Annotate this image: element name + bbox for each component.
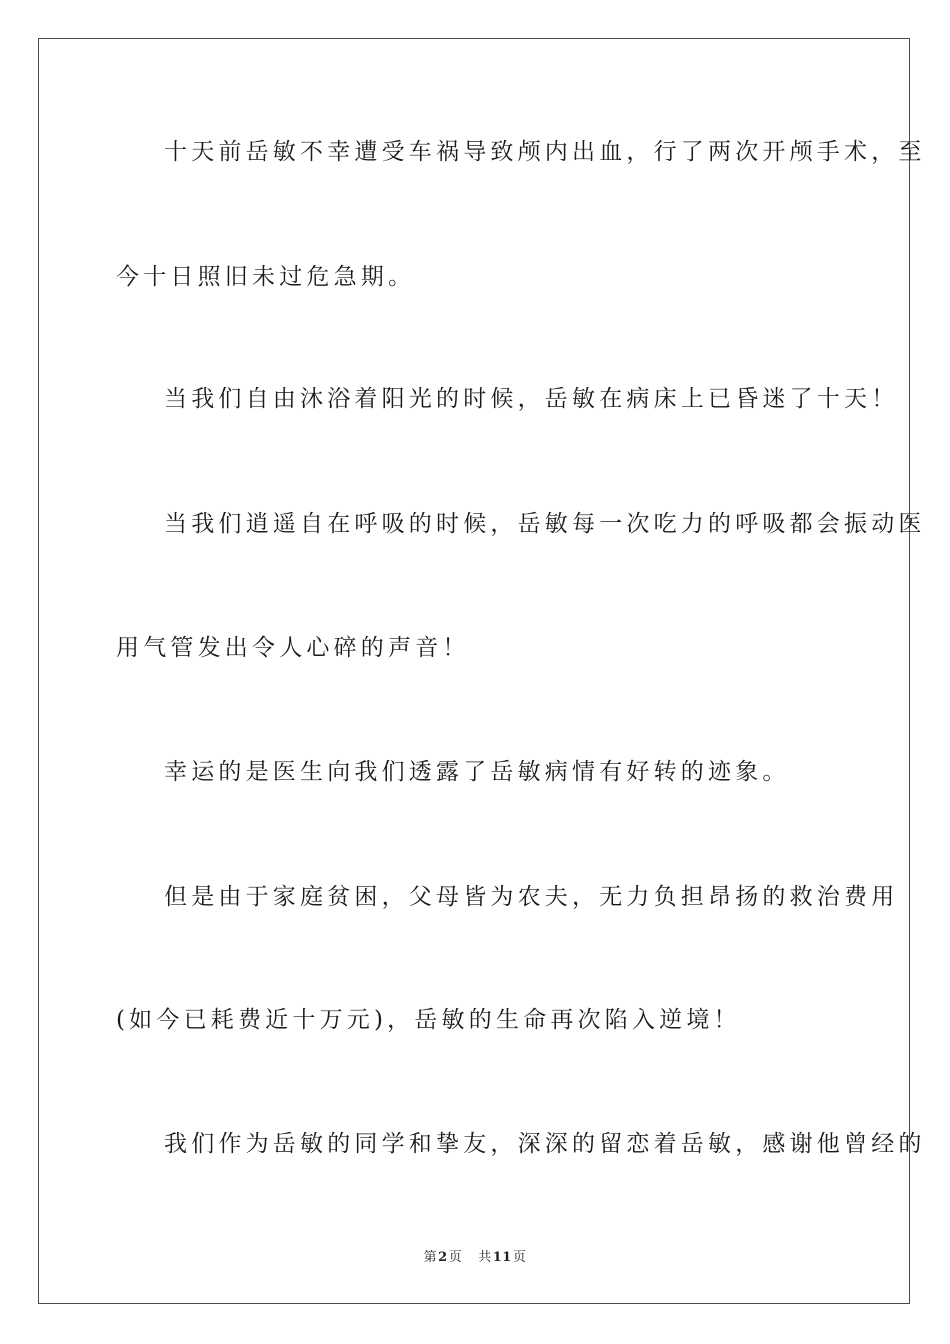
paragraph-6-line-1: 我们作为岳敏的同学和挚友，深深的留恋着岳敏，感谢他曾经的 <box>164 1131 926 1157</box>
page-prefix: 第 <box>423 1250 438 1265</box>
paragraph-5-line-1: 但是由于家庭贫困，父母皆为农夫，无力负担昂扬的救治费用 <box>164 884 899 910</box>
page-frame <box>38 38 926 1304</box>
paragraph-2-line-1: 当我们自由沐浴着阳光的时候，岳敏在病床上已昏迷了十天！ <box>164 386 899 412</box>
paragraph-5-line-2: (如今已耗费近十万元)，岳敏的生命再次陷入逆境！ <box>116 1007 741 1033</box>
page-footer <box>0 1246 950 1265</box>
paragraph-1-line-2: 今十日照旧未过危急期。 <box>116 264 416 290</box>
paragraph-3-line-2: 用气管发出令人心碎的声音！ <box>116 635 470 661</box>
total-suffix: 页 <box>512 1250 527 1265</box>
total-prefix: 共 <box>478 1250 492 1265</box>
total-pages: 11 <box>492 1250 512 1265</box>
paragraph-3-line-1: 当我们逍遥自在呼吸的时候，岳敏每一次吃力的呼吸都会振动医 <box>164 511 926 537</box>
page-number: 2 <box>438 1250 448 1265</box>
paragraph-4-line-1: 幸运的是医生向我们透露了岳敏病情有好转的迹象。 <box>164 759 790 785</box>
paragraph-1-line-1: 十天前岳敏不幸遭受车祸导致颅内出血，行了两次开颅手术，至 <box>164 139 926 165</box>
page-suffix: 页 <box>448 1250 463 1265</box>
